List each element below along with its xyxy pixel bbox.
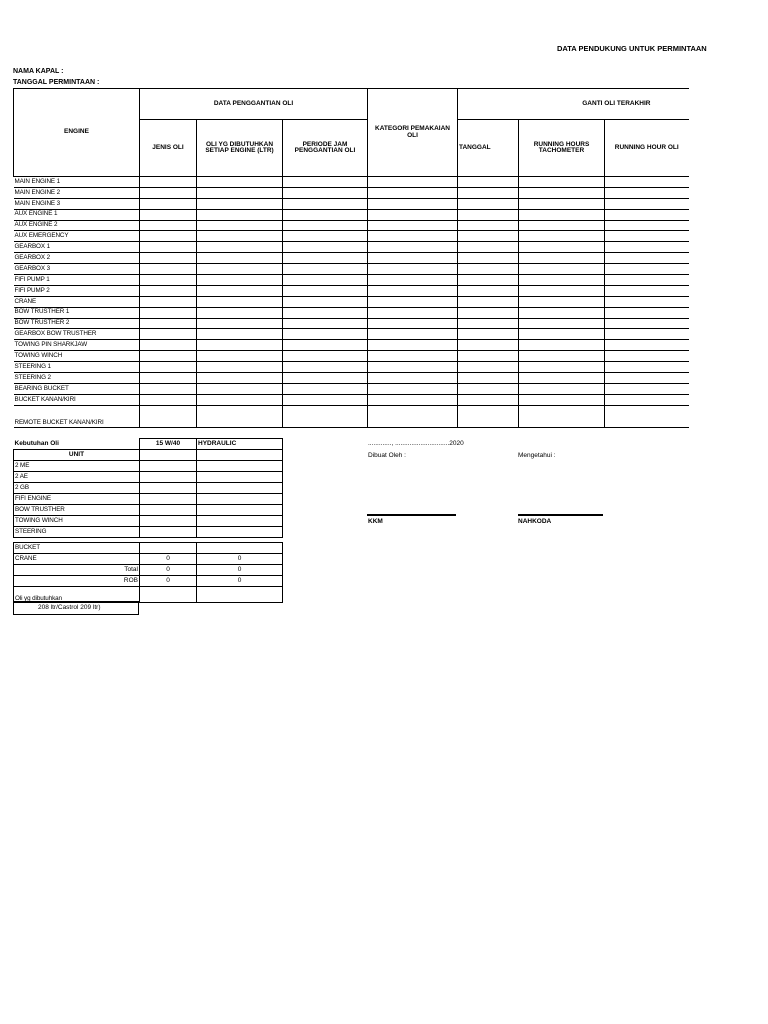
entry-cell[interactable] [458,242,519,253]
engine-row [14,307,689,318]
total-label: Total [14,565,140,576]
entry-cell[interactable] [368,231,458,242]
entry-cell[interactable] [140,198,197,209]
engine-row [14,373,689,384]
empty-cell [140,461,197,472]
entry-cell[interactable] [140,285,197,296]
empty-cell [197,461,283,472]
engine-row [14,253,689,264]
entry-cell[interactable] [140,329,197,340]
unit-row: TOWING WINCH [14,516,140,527]
engine-row [14,198,689,209]
dibuat-oleh-label: Dibuat Oleh : [368,452,406,459]
entry-cell[interactable] [197,383,283,394]
entry-cell[interactable] [458,253,519,264]
engine-row [14,362,689,373]
entry-cell[interactable] [283,242,368,253]
entry-cell[interactable] [283,187,368,198]
oil-replacement-table [13,88,689,428]
entry-cell[interactable] [605,405,689,427]
entry-cell[interactable] [458,383,519,394]
entry-cell[interactable] [368,242,458,253]
unit-row: 2 GB [14,483,140,494]
entry-cell[interactable] [197,242,283,253]
entry-cell[interactable] [458,351,519,362]
entry-cell[interactable] [197,405,283,427]
unit-row: 2 ME [14,461,140,472]
entry-cell[interactable] [368,318,458,329]
empty-cell [197,483,283,494]
entry-cell[interactable] [458,340,519,351]
entry-cell[interactable] [519,187,605,198]
running-hour-header: RUNNING HOUR OLI [605,120,689,177]
entry-cell[interactable] [197,253,283,264]
empty-cell [140,587,197,603]
empty-cell [197,494,283,505]
kkm-signature-line [367,514,456,516]
entry-cell[interactable] [368,307,458,318]
entry-cell[interactable] [519,394,605,405]
engine-row [14,275,689,286]
engine-row [14,231,689,242]
entry-cell[interactable] [368,362,458,373]
empty-cell [197,587,283,603]
engine-name: GEARBOX 3 [14,264,140,275]
entry-cell[interactable] [140,362,197,373]
unit-row: BOW TRUSTHER [14,505,140,516]
entry-cell[interactable] [197,198,283,209]
ganti-oli-header: GANTI OLI TERAKHIR [458,89,689,120]
engine-row [14,405,689,427]
entry-cell[interactable] [197,318,283,329]
entry-cell[interactable] [140,351,197,362]
entry-cell[interactable] [519,220,605,231]
engine-row [14,340,689,351]
entry-cell[interactable] [519,285,605,296]
entry-cell[interactable] [197,340,283,351]
engine-row [14,351,689,362]
empty-cell [140,494,197,505]
engine-row [14,220,689,231]
entry-cell[interactable] [140,318,197,329]
unit-row: BUCKET [14,543,140,554]
engine-name: FIFI PUMP 2 [14,285,140,296]
entry-cell[interactable] [605,220,689,231]
entry-cell[interactable] [368,209,458,220]
empty-cell [140,483,197,494]
kategori-header: KATEGORI PEMAKAIAN OLI [368,89,458,177]
engine-name: STEERING 2 [14,373,140,384]
entry-cell[interactable] [605,373,689,384]
entry-cell[interactable] [283,275,368,286]
entry-cell[interactable] [605,307,689,318]
entry-cell[interactable] [458,275,519,286]
nama-kapal-label: NAMA KAPAL : [13,68,64,75]
engine-row [14,264,689,275]
engine-name: TOWING PIN SHARKJAW [14,340,140,351]
engine-name: GEARBOX BOW TRUSTHER [14,329,140,340]
entry-cell[interactable] [283,296,368,307]
entry-cell[interactable] [605,209,689,220]
entry-cell[interactable] [368,187,458,198]
entry-cell[interactable] [197,264,283,275]
entry-cell[interactable] [140,220,197,231]
engine-row [14,285,689,296]
empty-cell [197,543,283,554]
entry-cell[interactable] [140,187,197,198]
entry-cell[interactable] [605,362,689,373]
engine-name: AUX EMERGENCY [14,231,140,242]
nahkoda-signature-line [518,514,603,516]
engine-name: REMOTE BUCKET KANAN/KIRI [14,405,140,427]
entry-cell[interactable] [368,351,458,362]
date-line: ............., ..............................2020 [368,440,464,447]
entry-cell[interactable] [140,275,197,286]
kebutuhan-label: Kebutuhan Oli [14,439,140,450]
entry-cell[interactable] [140,296,197,307]
empty-cell [140,527,197,538]
entry-cell[interactable] [458,362,519,373]
entry-cell[interactable] [458,198,519,209]
engine-name: GEARBOX 1 [14,242,140,253]
entry-cell[interactable] [283,394,368,405]
entry-cell[interactable] [605,242,689,253]
engine-name: FIFI PUMP 1 [14,275,140,286]
empty-cell [197,527,283,538]
entry-cell[interactable] [197,285,283,296]
engine-row [14,394,689,405]
engine-row [14,383,689,394]
unit-row: FIFI ENGINE [14,494,140,505]
engine-name: BOW TRUSTHER 2 [14,318,140,329]
unit-header: UNIT [14,450,140,461]
entry-cell[interactable] [519,198,605,209]
document-title: DATA PENDUKUNG UNTUK PERMINTAAN [557,44,707,53]
entry-cell[interactable] [458,307,519,318]
engine-row [14,209,689,220]
entry-cell[interactable] [140,383,197,394]
entry-cell[interactable] [519,307,605,318]
entry-cell[interactable] [519,318,605,329]
kebutuhan-oli-table [13,438,283,603]
entry-cell[interactable] [140,340,197,351]
entry-cell[interactable] [519,373,605,384]
entry-cell[interactable] [368,373,458,384]
entry-cell[interactable] [283,209,368,220]
entry-cell[interactable] [368,383,458,394]
entry-cell[interactable] [283,383,368,394]
engine-name: MAIN ENGINE 2 [14,187,140,198]
oli-dibutuhkan-header: OLI YG DIBUTUHKAN SETIAP ENGINE (LTR) [197,120,283,177]
engine-name: TOWING WINCH [14,351,140,362]
entry-cell[interactable] [368,253,458,264]
entry-cell[interactable] [458,177,519,188]
entry-cell[interactable] [605,394,689,405]
tanggal-header: TANGGAL [458,120,519,177]
entry-cell[interactable] [283,220,368,231]
entry-cell[interactable] [519,351,605,362]
entry-cell[interactable] [458,209,519,220]
entry-cell[interactable] [519,296,605,307]
entry-cell[interactable] [368,340,458,351]
entry-cell[interactable] [140,394,197,405]
entry-cell[interactable] [519,209,605,220]
oli-dibutuhkan-label: Oli yg dibutuhkan [14,587,140,603]
empty-cell [140,450,197,461]
jenis-oli-header: JENIS OLI [140,120,197,177]
empty-cell [197,472,283,483]
entry-cell[interactable] [283,362,368,373]
oil-note-box [13,601,139,615]
entry-cell[interactable] [368,275,458,286]
entry-cell[interactable] [605,296,689,307]
entry-cell[interactable] [519,405,605,427]
entry-cell[interactable] [519,177,605,188]
entry-cell[interactable] [197,351,283,362]
entry-cell[interactable] [605,351,689,362]
entry-cell[interactable] [519,264,605,275]
mengetahui-label: Mengetahui : [518,452,556,459]
entry-cell[interactable] [140,264,197,275]
entry-cell[interactable] [197,209,283,220]
entry-cell[interactable] [519,362,605,373]
entry-cell[interactable] [368,198,458,209]
engine-name: GEARBOX 2 [14,253,140,264]
entry-cell[interactable] [197,220,283,231]
entry-cell[interactable] [605,318,689,329]
entry-cell[interactable] [197,307,283,318]
running-tacho-header: RUNNING HOURS TACHOMETER [519,120,605,177]
entry-cell[interactable] [519,253,605,264]
entry-cell[interactable] [283,177,368,188]
entry-cell[interactable] [605,231,689,242]
rob-hydraulic-value: 0 [197,576,283,587]
entry-cell[interactable] [605,187,689,198]
entry-cell[interactable] [458,264,519,275]
total-15w40-value: 0 [140,565,197,576]
entry-cell[interactable] [458,231,519,242]
engine-name: STEERING 1 [14,362,140,373]
entry-cell[interactable] [283,285,368,296]
engine-row [14,296,689,307]
empty-cell [140,472,197,483]
entry-cell[interactable] [283,264,368,275]
total-hydraulic-value: 0 [197,565,283,576]
entry-cell[interactable] [197,275,283,286]
entry-cell[interactable] [519,242,605,253]
entry-cell[interactable] [140,231,197,242]
entry-cell[interactable] [368,296,458,307]
entry-cell[interactable] [605,383,689,394]
col-hydraulic: HYDRAULIC [197,439,283,450]
kkm-label: KKM [368,518,383,525]
entry-cell[interactable] [283,351,368,362]
entry-cell[interactable] [283,231,368,242]
entry-cell[interactable] [519,275,605,286]
entry-cell[interactable] [605,264,689,275]
entry-cell[interactable] [458,220,519,231]
entry-cell[interactable] [140,242,197,253]
entry-cell[interactable] [283,198,368,209]
entry-cell[interactable] [283,405,368,427]
engine-header: ENGINE [14,89,140,177]
data-penggantian-header: DATA PENGGANTIAN OLI [140,89,368,120]
engine-name: BOW TRUSTHER 1 [14,307,140,318]
engine-row [14,329,689,340]
engine-name: BUCKET KANAN/KIRI [14,394,140,405]
entry-cell[interactable] [605,177,689,188]
entry-cell[interactable] [458,296,519,307]
entry-cell[interactable] [197,296,283,307]
unit-row: STEERING [14,527,140,538]
entry-cell[interactable] [283,307,368,318]
periode-jam-header: PERIODE JAM PENGGANTIAN OLI [283,120,368,177]
entry-cell[interactable] [605,340,689,351]
empty-cell [197,450,283,461]
entry-cell[interactable] [197,362,283,373]
entry-cell[interactable] [283,340,368,351]
engine-name: BEARING BUCKET [14,383,140,394]
entry-cell[interactable] [368,329,458,340]
entry-cell[interactable] [368,405,458,427]
entry-cell[interactable] [140,253,197,264]
entry-cell[interactable] [283,373,368,384]
entry-cell[interactable] [458,318,519,329]
crane-15w40-value: 0 [140,554,197,565]
engine-name: CRANE [14,296,140,307]
entry-cell[interactable] [197,187,283,198]
empty-cell [140,543,197,554]
engine-name: AUX ENGINE 1 [14,209,140,220]
entry-cell[interactable] [197,329,283,340]
entry-cell[interactable] [197,373,283,384]
entry-cell[interactable] [605,329,689,340]
entry-cell[interactable] [458,394,519,405]
entry-cell[interactable] [458,405,519,427]
entry-cell[interactable] [458,187,519,198]
entry-cell[interactable] [458,285,519,296]
entry-cell[interactable] [605,285,689,296]
entry-cell[interactable] [140,209,197,220]
entry-cell[interactable] [368,220,458,231]
entry-cell[interactable] [140,177,197,188]
empty-cell [197,505,283,516]
rob-15w40-value: 0 [140,576,197,587]
entry-cell[interactable] [368,177,458,188]
entry-cell[interactable] [519,231,605,242]
engine-name: MAIN ENGINE 3 [14,198,140,209]
engine-row [14,318,689,329]
entry-cell[interactable] [605,198,689,209]
entry-cell[interactable] [519,383,605,394]
unit-row: CRANE [14,554,140,565]
tanggal-permintaan-label: TANGGAL PERMINTAAN : [13,79,100,86]
entry-cell[interactable] [140,405,197,427]
entry-cell[interactable] [283,253,368,264]
col-15w40: 15 W/40 [140,439,197,450]
entry-cell[interactable] [368,264,458,275]
entry-cell[interactable] [458,329,519,340]
engine-row [14,187,689,198]
empty-cell [140,505,197,516]
unit-row: 2 AE [14,472,140,483]
engine-row [14,242,689,253]
entry-cell[interactable] [519,340,605,351]
entry-cell[interactable] [283,318,368,329]
nahkoda-label: NAHKODA [518,518,552,525]
entry-cell[interactable] [197,177,283,188]
oil-note: 208 ltr/Castrol 209 ltr) [38,604,101,611]
engine-name: AUX ENGINE 2 [14,220,140,231]
entry-cell[interactable] [368,394,458,405]
entry-cell[interactable] [605,253,689,264]
entry-cell[interactable] [197,394,283,405]
rob-label: ROB [14,576,140,587]
entry-cell[interactable] [368,285,458,296]
entry-cell[interactable] [458,373,519,384]
entry-cell[interactable] [605,275,689,286]
entry-cell[interactable] [283,329,368,340]
empty-cell [197,516,283,527]
entry-cell[interactable] [140,373,197,384]
entry-cell[interactable] [519,329,605,340]
crane-hydraulic-value: 0 [197,554,283,565]
empty-cell [140,516,197,527]
entry-cell[interactable] [140,307,197,318]
engine-name: MAIN ENGINE 1 [14,177,140,188]
entry-cell[interactable] [197,231,283,242]
engine-row [14,177,689,188]
